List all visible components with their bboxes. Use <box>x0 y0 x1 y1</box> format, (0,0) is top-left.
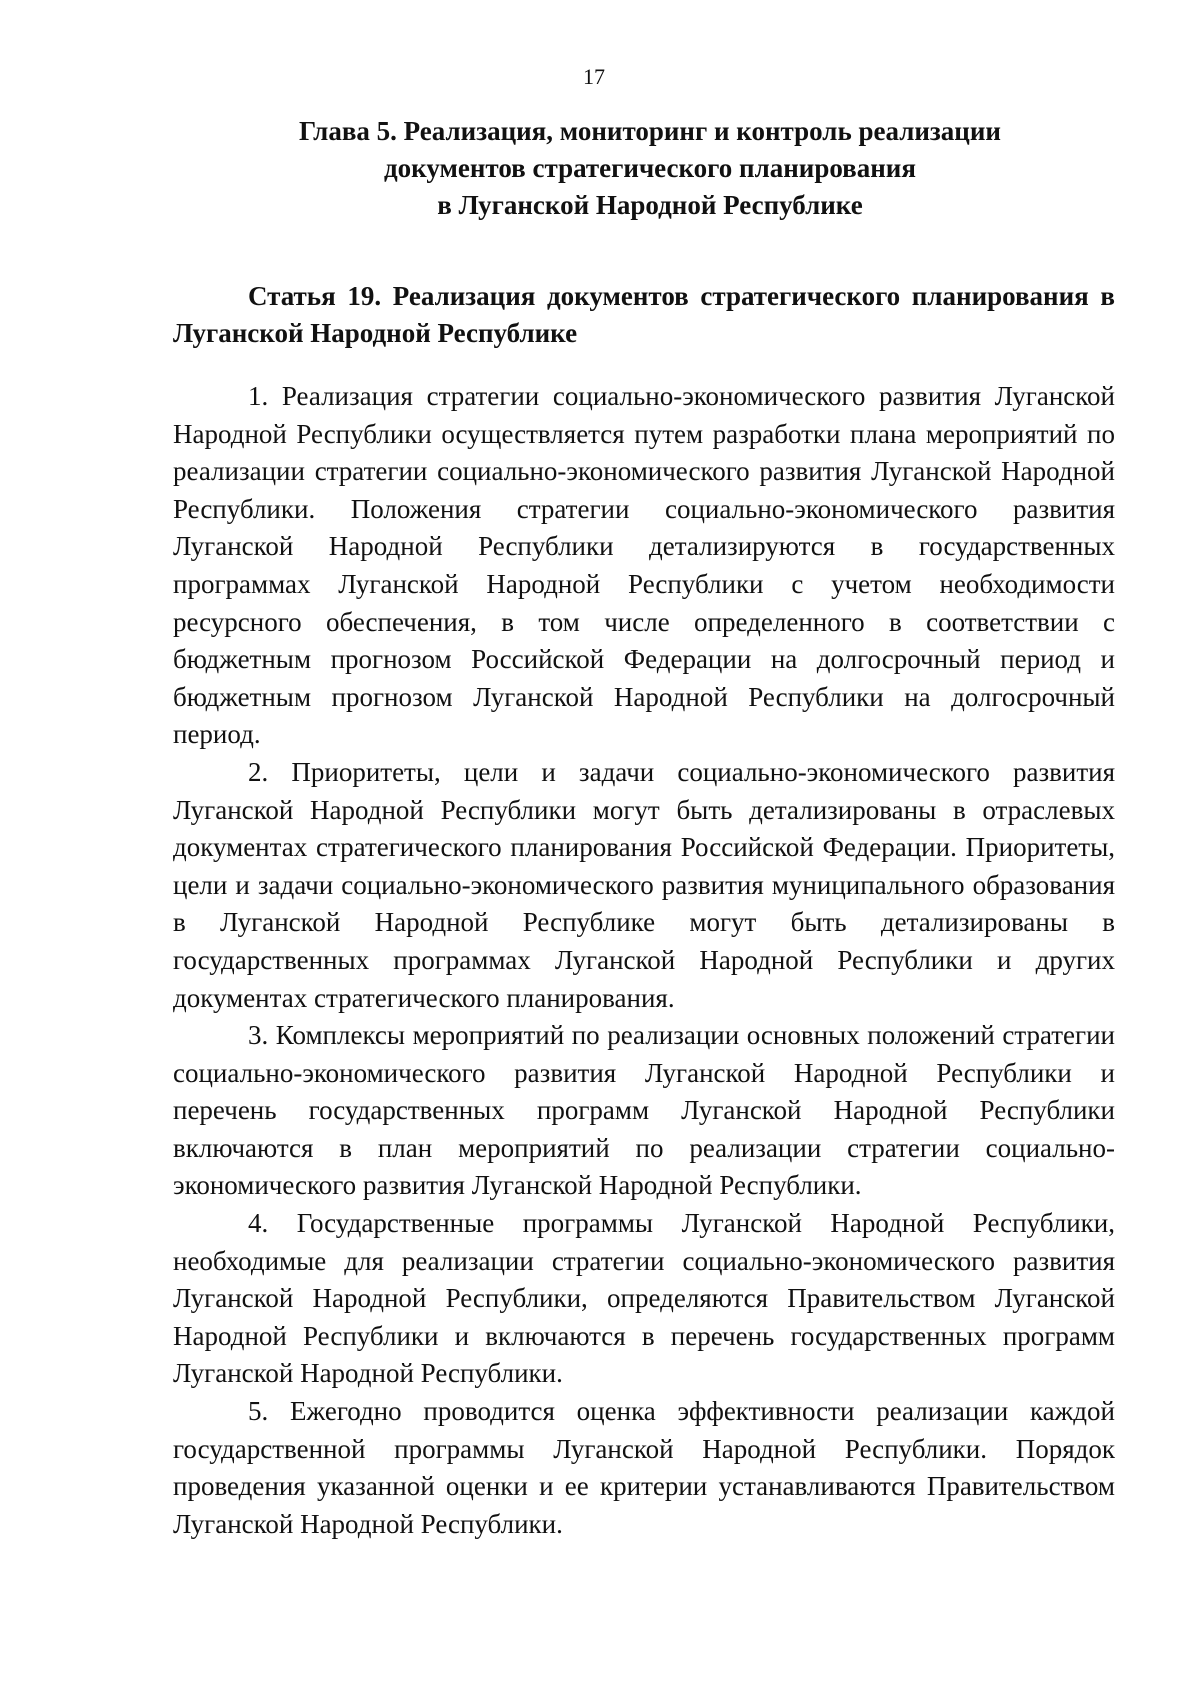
chapter-title-line: в Луганской Народной Республике <box>437 190 863 220</box>
article-body <box>173 378 1115 1543</box>
paragraph-5: 5. Ежегодно проводится оценка эффективности реализации каждой государственной программы Луганской Народной Республики. Порядок проведения указанной оценки и ее критерии устанавливаются Правительством Луганской Народной Республики. <box>173 1396 1115 1539</box>
chapter-title-line: Глава 5. Реализация, мониторинг и контроль реализации <box>299 116 1001 146</box>
paragraph-4: 4. Государственные программы Луганской Народной Республики, необходимые для реализации стратегии социально-экономического развития Луганской Народной Республики, определяются Правительством Луганской Народной Республики и включаются в перечень государственных программ Луганской Народной Республики. <box>173 1208 1115 1389</box>
article-title: Статья 19. Реализация документов стратегического планирования в Луганской Народной Республике <box>173 281 1115 348</box>
page-number: 17 <box>583 64 605 89</box>
chapter-title <box>180 113 1120 224</box>
paragraph-1: 1. Реализация стратегии социально-экономического развития Луганской Народной Республики осуществляется путем разработки плана мероприятий по реализации стратегии социально-экономического развития Луганской Народной Республики. Положения стратегии социально-экономического развития Луганской Народной Республики детализируются в государственных программах Луганской Народной Республики с учетом необходимости ресурсного обеспечения, в том числе определенного в соответствии с бюджетным прогнозом Российской Федерации на долгосрочный период и бюджетным прогнозом Луганской Народной Республики на долгосрочный период. <box>173 381 1115 750</box>
paragraph-3: 3. Комплексы мероприятий по реализации основных положений стратегии социально-экономического развития Луганской Народной Республики и перечень государственных программ Луганской Народной Республики включаются в план мероприятий по реализации стратегии социально-экономического развития Луганской Народной Республики. <box>173 1020 1115 1201</box>
chapter-title-line: документов стратегического планирования <box>384 153 916 183</box>
paragraph-2: 2. Приоритеты, цели и задачи социально-экономического развития Луганской Народной Республики могут быть детализированы в отраслевых документах стратегического планирования Российской Федерации. Приоритеты, цели и задачи социально-экономического развития муниципального образования в Луганской Народной Республике могут быть детализированы в государственных программах Луганской Народной Республики и других документах стратегического планирования. <box>173 756 1115 1013</box>
